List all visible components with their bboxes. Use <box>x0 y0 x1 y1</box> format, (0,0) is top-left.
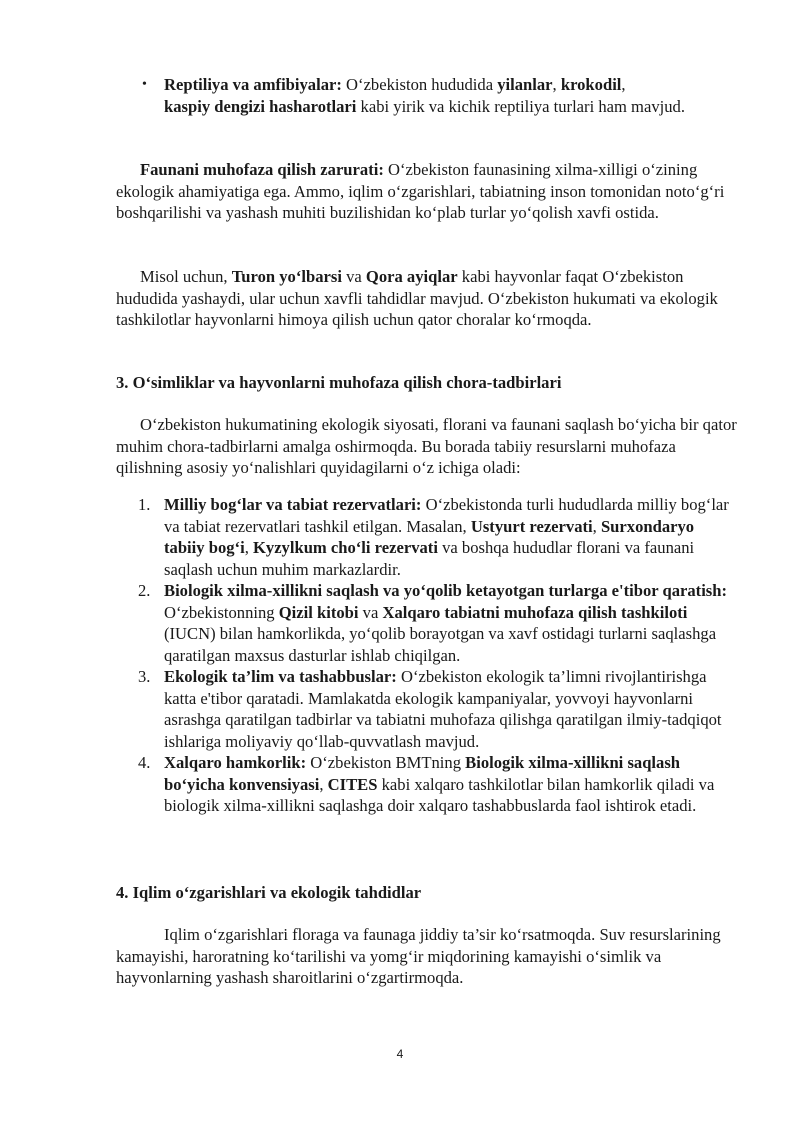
page-number: 4 <box>396 1047 404 1061</box>
bullet-dot: • <box>142 77 147 92</box>
reptiles-bullet <box>142 74 738 117</box>
reptiles-paragraph: Reptiliya va amfibiyalar: O‘zbekiston hududida yilanlar, krokodil, kaspiy dengizi hasharotlari kabi yirik va kichik reptiliya turlari ham mavjud. <box>164 75 685 116</box>
section-4-paragraph: Iqlim o‘zgarishlari floraga va faunaga jiddiy ta’sir ko‘rsatmoqda. Suv resurslarining kamayishi, haroratning ko‘tarilishi va yomg‘ir miqdorining kamayishi o‘simlik va hayvonlarning yashash sharoitlarini o‘zgartirmoqda. <box>116 925 721 987</box>
list-item: 3. Ekologik ta’lim va tashabbuslar: O‘zbekiston ekologik ta’limni rivojlantirishga katta e'tibor qaratadi. Mamlakatda ekologik kampaniyalar, yovvoyi hayvonlarni asrashga qaratilgan tadbirlar va tabiatni muhofaza qilishga qaratilgan ilmiy-tadqiqot ishlariga moliyaviy qo‘llab-quvvatlash mavjud. <box>138 667 722 751</box>
example-paragraph: Misol uchun, Turon yo‘lbarsi va Qora ayiqlar kabi hayvonlar faqat O‘zbekiston hududida yashaydi, ular uchun xavfli tahdidlar mavjud. O‘zbekiston hukumati va ekologik tashkilotlar hayvonlarni himoya qilish uchun qator choralar ko‘rmoqda. <box>116 267 718 329</box>
measures-list <box>116 494 738 817</box>
list-item: 4. Xalqaro hamkorlik: O‘zbekiston BMTning Biologik xilma-xillikni saqlash bo‘yicha konvensiyasi, CITES kabi xalqaro tashkilotlar bilan hamkorlik qiladi va biologik xilma-xillikni saqlashga doir xalqaro tashabbuslarda faol ishtirok etadi. <box>138 753 715 815</box>
section-3-heading: 3. O‘simliklar va hayvonlarni muhofaza qilish chora-tadbirlari <box>116 373 562 392</box>
section-4-heading: 4. Iqlim o‘zgarishlari va ekologik tahdidlar <box>116 883 422 902</box>
reptiles-title: Reptiliya va amfibiyalar: <box>164 75 342 94</box>
section-3-intro: O‘zbekiston hukumatining ekologik siyosati, florani va faunani saqlash bo‘yicha bir qator muhim chora-tadbirlarni amalga oshirmoqda. Bu borada tabiiy resurslarni muhofaza qilishning asosiy yo‘nalishlari quyidagilarni o‘z ichiga oladi: <box>116 415 737 477</box>
fauna-protection-paragraph: Faunani muhofaza qilish zarurati: O‘zbekiston faunasining xilma-xilligi o‘zining ekologik ahamiyatiga ega. Ammo, iqlim o‘zgarishlari, tabiatning inson tomonidan noto‘g‘ri boshqarilishi va yashash muhiti buzilishidan ko‘plab turlar yo‘qolish xavfi ostida. <box>116 160 725 222</box>
list-item: 1. Milliy bog‘lar va tabiat rezervatlari: O‘zbekistonda turli hududlarda milliy bog‘lar va tabiat rezervatlari tashkil etilgan. Masalan, Ustyurt rezervati, Surxondaryo tabiiy bog‘i, Kyzylkum cho‘li rezervati va boshqa hududlar florani va faunani saqlash uchun muhim markazlardir. <box>138 495 729 579</box>
fauna-protection-title: Faunani muhofaza qilish zarurati: <box>140 160 384 179</box>
list-item: 2. Biologik xilma-xillikni saqlash va yo‘qolib ketayotgan turlarga e'tibor qaratish: O‘zbekistonning Qizil kitobi va Xalqaro tabiatni muhofaza qilish tashkiloti (IUCN) bilan hamkorlikda, yo‘qolib borayotgan va xavf ostidagi turlarni saqlashga qaratilgan maxsus dasturlar ishlab chiqilgan. <box>138 581 728 665</box>
